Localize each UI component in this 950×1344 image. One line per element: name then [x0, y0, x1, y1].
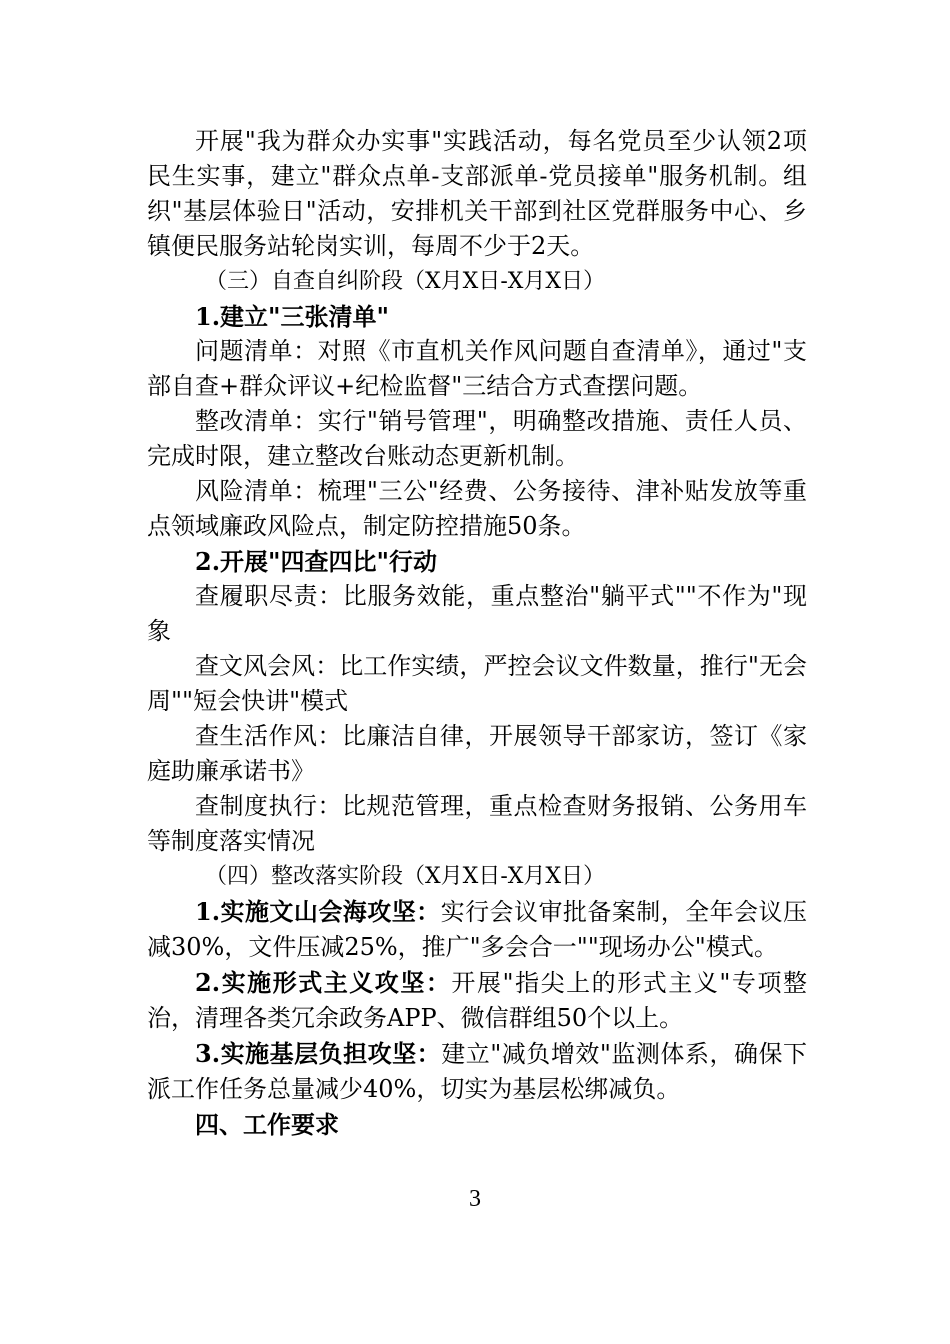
- paragraph-practice-activity: 开展"我为群众办实事"实践活动，每名党员至少认领2项民生实事，建立"群众点单-支部派单-党员接单"服务机制。组织"基层体验日"活动，安排机关干部到社区党群服务中心、乡镇便民服务站轮岗实训，每周不少于2天。: [147, 127, 807, 260]
- item1-heading: 1.建立"三张清单": [195, 302, 390, 331]
- tackle-meetings-text: 实行会议审批备案制，全年会议压减30%，文件压减25%，推广"多会合一""现场办公"模式。: [147, 898, 808, 961]
- page-number: 3: [469, 1186, 481, 1212]
- check-duty: 查履职尽责：比服务效能，重点整治"躺平式""不作为"现象: [147, 582, 807, 645]
- tackle-burden-text: 建立"减负增效"监测体系，确保下派工作任务总量减少40%，切实为基层松绑减负。: [147, 1040, 807, 1103]
- tackle-meetings-label: 1.实施文山会海攻坚：: [195, 897, 441, 926]
- tackle-formalism-label: 2.实施形式主义攻坚：: [195, 968, 452, 997]
- stage4-heading: （四）整改落实阶段（X月X日-X月X日）: [205, 864, 606, 889]
- item2-heading: 2.开展"四查四比"行动: [195, 547, 438, 576]
- list-rectify: 整改清单：实行"销号管理"，明确整改措施、责任人员、完成时限，建立整改台账动态更新机制。: [147, 407, 807, 470]
- check-system: 查制度执行：比规范管理，重点检查财务报销、公务用车等制度落实情况: [147, 792, 807, 855]
- list-risk: 风险清单：梳理"三公"经费、公务接待、津补贴发放等重点领域廉政风险点，制定防控措施50条。: [147, 477, 807, 540]
- document-body: [147, 124, 807, 1142]
- tackle-formalism-text: 开展"指尖上的形式主义"专项整治，清理各类冗余政务APP、微信群组50个以上。: [147, 969, 808, 1032]
- tackle-formalism: [147, 965, 807, 1036]
- check-style: 查文风会风：比工作实绩，严控会议文件数量，推行"无会周""短会快讲"模式: [147, 652, 807, 715]
- check-life: 查生活作风：比廉洁自律，开展领导干部家访，签订《家庭助廉承诺书》: [147, 722, 807, 785]
- tackle-burden-label: 3.实施基层负担攻坚：: [195, 1039, 442, 1068]
- tackle-burden: [147, 1036, 807, 1107]
- section4-heading: 四、工作要求: [195, 1110, 339, 1139]
- tackle-meetings: [147, 894, 807, 965]
- list-problem: 问题清单：对照《市直机关作风问题自查清单》，通过"支部自查+群众评议+纪检监督"三结合方式查摆问题。: [147, 337, 807, 400]
- stage3-heading: （三）自查自纠阶段（X月X日-X月X日）: [205, 269, 606, 294]
